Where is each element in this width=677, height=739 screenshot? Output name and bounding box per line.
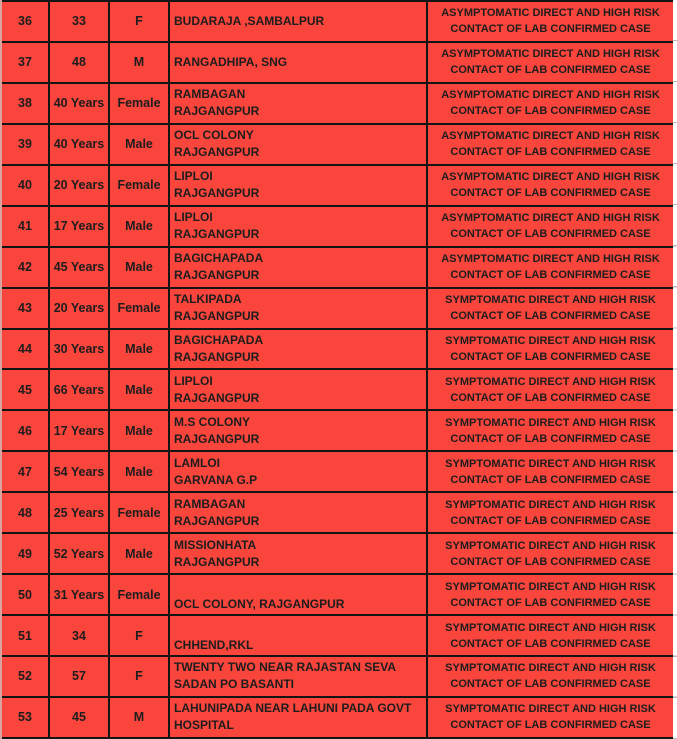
cell-gender[interactable]: Female [110,289,170,328]
cell-gender[interactable]: Male [110,330,170,369]
cell-address[interactable] [170,289,428,328]
cell-status[interactable] [428,248,673,287]
cell-address[interactable] [170,698,428,737]
table-row [2,575,673,616]
address-line: TALKIPADA [174,292,242,307]
status-line: CONTACT OF LAB CONFIRMED CASE [450,473,651,486]
cell-serial-number[interactable]: 51 [2,616,50,655]
address-line: RAJGANGPUR [174,104,260,119]
cell-serial-number[interactable]: 39 [2,125,50,164]
cell-serial-number[interactable]: 42 [2,248,50,287]
status-line: CONTACT OF LAB CONFIRMED CASE [450,596,651,609]
status-line: SYMPTOMATIC DIRECT AND HIGH RISK [445,334,656,347]
cell-age[interactable]: 34 [50,616,110,655]
status-line: SYMPTOMATIC DIRECT AND HIGH RISK [445,662,656,675]
cell-serial-number[interactable]: 37 [2,43,50,82]
cell-serial-number[interactable]: 52 [2,657,50,696]
cell-gender[interactable]: Male [110,125,170,164]
cell-gender[interactable]: Female [110,166,170,205]
cell-gender[interactable]: Male [110,207,170,246]
status-line: CONTACT OF LAB CONFIRMED CASE [450,719,651,732]
table-row [2,698,673,737]
address-line: RAJGANGPUR [174,390,260,405]
table-row [2,207,673,248]
address-line: RAJGANGPUR [174,513,260,528]
address-line: BAGICHAPADA [174,332,264,347]
cell-status[interactable] [428,657,673,696]
cell-age[interactable]: 17 Years [50,411,110,450]
cell-status[interactable] [428,43,673,82]
cell-status[interactable] [428,84,673,123]
address-line: RAJGANGPUR [174,186,260,201]
table-row [2,43,673,84]
cell-gender[interactable]: Male [110,370,170,409]
cell-gender[interactable]: F [110,616,170,655]
cell-address[interactable] [170,534,428,573]
address-line: TWENTY TWO NEAR RAJASTAN SEVA [174,660,397,675]
status-line: ASYMPTOMATIC DIRECT AND HIGH RISK [441,7,660,20]
status-line: ASYMPTOMATIC DIRECT AND HIGH RISK [441,212,660,225]
cell-age[interactable]: 17 Years [50,207,110,246]
cell-serial-number[interactable]: 47 [2,452,50,491]
status-line: ASYMPTOMATIC DIRECT AND HIGH RISK [441,130,660,143]
status-line: CONTACT OF LAB CONFIRMED CASE [450,350,651,363]
cell-address[interactable] [170,493,428,532]
sheet-right-edge [673,0,677,739]
cell-gender[interactable]: Female [110,575,170,614]
table-row [2,125,673,166]
cell-gender[interactable]: Female [110,84,170,123]
status-line: ASYMPTOMATIC DIRECT AND HIGH RISK [441,171,660,184]
cell-age[interactable]: 40 Years [50,125,110,164]
cell-address[interactable] [170,330,428,369]
status-line: CONTACT OF LAB CONFIRMED CASE [450,310,651,323]
cell-age[interactable]: 66 Years [50,370,110,409]
address-line: RAJGANGPUR [174,145,260,160]
address-line: LIPLOI [174,169,213,184]
cell-address[interactable] [170,248,428,287]
address-line: BAGICHAPADA [174,251,264,266]
address-line: LAMLOI [174,455,220,470]
cell-age[interactable]: 30 Years [50,330,110,369]
status-line: SYMPTOMATIC DIRECT AND HIGH RISK [445,294,656,307]
status-line: SYMPTOMATIC DIRECT AND HIGH RISK [445,539,656,552]
cell-gender[interactable]: Female [110,493,170,532]
cell-age[interactable]: 54 Years [50,452,110,491]
cell-status[interactable] [428,575,673,614]
cell-serial-number[interactable]: 36 [2,2,50,41]
cell-age[interactable]: 45 Years [50,248,110,287]
table-row [2,452,673,493]
cell-address[interactable] [170,166,428,205]
address-line: RAJGANGPUR [174,554,260,569]
sheet-left-edge [0,0,2,739]
cell-address[interactable] [170,657,428,696]
status-line: CONTACT OF LAB CONFIRMED CASE [450,391,651,404]
cell-age[interactable]: 45 [50,698,110,737]
address-line: RAMBAGAN [174,496,246,511]
cell-serial-number[interactable]: 46 [2,411,50,450]
table-row [2,248,673,289]
cell-status[interactable] [428,125,673,164]
address-line: LIPLOI [174,373,213,388]
cell-status[interactable] [428,698,673,737]
status-line: SYMPTOMATIC DIRECT AND HIGH RISK [445,703,656,716]
cell-address[interactable] [170,125,428,164]
cell-serial-number[interactable]: 41 [2,207,50,246]
address-line: SADAN PO BASANTI [174,677,295,692]
table-row [2,166,673,207]
cell-serial-number[interactable]: 45 [2,370,50,409]
status-line: CONTACT OF LAB CONFIRMED CASE [450,637,651,650]
cases-table [2,0,673,739]
cell-age[interactable]: 40 Years [50,84,110,123]
cell-gender[interactable]: Male [110,411,170,450]
status-line: ASYMPTOMATIC DIRECT AND HIGH RISK [441,253,660,266]
status-line: ASYMPTOMATIC DIRECT AND HIGH RISK [441,48,660,61]
status-line: CONTACT OF LAB CONFIRMED CASE [450,23,651,36]
cell-address[interactable] [170,616,428,655]
table-row [2,616,673,657]
cell-address[interactable] [170,43,428,82]
status-line: ASYMPTOMATIC DIRECT AND HIGH RISK [441,89,660,102]
cell-gender[interactable]: Male [110,248,170,287]
status-line: SYMPTOMATIC DIRECT AND HIGH RISK [445,580,656,593]
address-line: LAHUNIPADA NEAR LAHUNI PADA GOVT [174,701,412,716]
cell-status[interactable] [428,370,673,409]
cell-serial-number[interactable]: 53 [2,698,50,737]
cell-status[interactable] [428,534,673,573]
status-line: SYMPTOMATIC DIRECT AND HIGH RISK [445,416,656,429]
cell-address[interactable] [170,84,428,123]
status-line: CONTACT OF LAB CONFIRMED CASE [450,514,651,527]
status-line: CONTACT OF LAB CONFIRMED CASE [450,228,651,241]
cell-status[interactable] [428,616,673,655]
address-line: OCL COLONY [174,128,254,143]
cell-age[interactable]: 57 [50,657,110,696]
status-line: CONTACT OF LAB CONFIRMED CASE [450,146,651,159]
cell-age[interactable]: 25 Years [50,493,110,532]
cell-age[interactable]: 31 Years [50,575,110,614]
cell-serial-number[interactable]: 50 [2,575,50,614]
cell-serial-number[interactable]: 43 [2,289,50,328]
cell-age[interactable]: 48 [50,43,110,82]
cell-gender[interactable]: F [110,657,170,696]
cell-serial-number[interactable]: 48 [2,493,50,532]
table-row [2,84,673,125]
cell-address[interactable] [170,411,428,450]
table-row [2,493,673,534]
status-line: CONTACT OF LAB CONFIRMED CASE [450,678,651,691]
table-row [2,2,673,43]
cell-status[interactable] [428,289,673,328]
address-line: BUDARAJA ,SAMBALPUR [174,13,325,28]
cell-serial-number[interactable]: 49 [2,534,50,573]
status-line: SYMPTOMATIC DIRECT AND HIGH RISK [445,498,656,511]
cell-address[interactable] [170,452,428,491]
cell-status[interactable] [428,207,673,246]
cell-address[interactable] [170,370,428,409]
table-row [2,330,673,371]
status-line: CONTACT OF LAB CONFIRMED CASE [450,432,651,445]
table-row [2,370,673,411]
cell-gender[interactable]: M [110,698,170,737]
address-line: HOSPITAL [174,718,234,733]
address-line: RAJGANGPUR [174,431,260,446]
table-row [2,411,673,452]
table-row [2,657,673,698]
cell-status[interactable] [428,2,673,41]
cell-address[interactable] [170,2,428,41]
cell-status[interactable] [428,411,673,450]
cell-age[interactable]: 52 Years [50,534,110,573]
address-line: RAJGANGPUR [174,309,260,324]
cell-gender[interactable]: F [110,2,170,41]
cell-status[interactable] [428,493,673,532]
cell-gender[interactable]: Male [110,534,170,573]
status-line: CONTACT OF LAB CONFIRMED CASE [450,105,651,118]
address-line: RAJGANGPUR [174,349,260,364]
cell-gender[interactable]: Male [110,452,170,491]
cell-age[interactable]: 20 Years [50,289,110,328]
address-line: CHHEND,RKL [174,638,254,652]
cell-age[interactable]: 20 Years [50,166,110,205]
table-row [2,289,673,330]
status-line: CONTACT OF LAB CONFIRMED CASE [450,64,651,77]
cell-address[interactable] [170,575,428,614]
cell-status[interactable] [428,166,673,205]
cell-serial-number[interactable]: 44 [2,330,50,369]
address-line: GARVANA G.P [174,472,258,487]
status-line: CONTACT OF LAB CONFIRMED CASE [450,269,651,282]
status-line: SYMPTOMATIC DIRECT AND HIGH RISK [445,457,656,470]
address-line: MISSIONHATA [174,537,257,552]
cell-gender[interactable]: M [110,43,170,82]
cell-age[interactable]: 33 [50,2,110,41]
table-row [2,534,673,575]
cell-serial-number[interactable]: 38 [2,84,50,123]
status-line: SYMPTOMATIC DIRECT AND HIGH RISK [445,375,656,388]
address-line: RAJGANGPUR [174,227,260,242]
address-line: LIPLOI [174,210,213,225]
cell-status[interactable] [428,330,673,369]
address-line: OCL COLONY, RAJGANGPUR [174,597,345,612]
cell-status[interactable] [428,452,673,491]
address-line: RANGADHIPA, SNG [174,54,288,69]
status-line: SYMPTOMATIC DIRECT AND HIGH RISK [445,621,656,634]
status-line: CONTACT OF LAB CONFIRMED CASE [450,187,651,200]
address-line: RAMBAGAN [174,87,246,102]
address-line: RAJGANGPUR [174,268,260,283]
cell-serial-number[interactable]: 40 [2,166,50,205]
cell-address[interactable] [170,207,428,246]
status-line: CONTACT OF LAB CONFIRMED CASE [450,555,651,568]
address-line: M.S COLONY [174,414,251,429]
